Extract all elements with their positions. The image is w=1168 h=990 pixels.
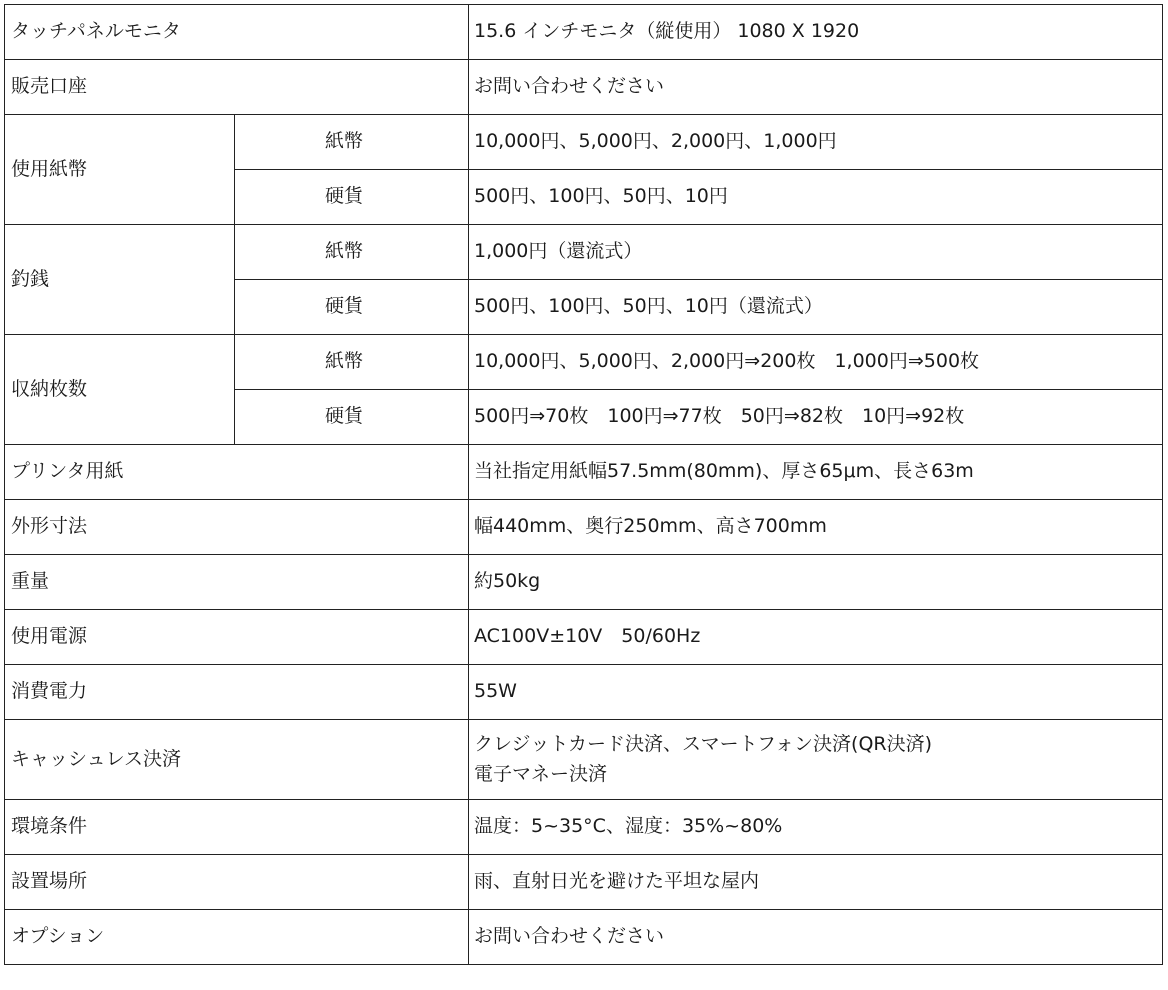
power-supply-value: AC100V±10V 50/60Hz — [469, 610, 1163, 665]
weight-value: 約50kg — [469, 555, 1163, 610]
power-consumption-value: 55W — [469, 665, 1163, 720]
environment-label: 環境条件 — [5, 800, 469, 855]
table-row — [5, 500, 1163, 555]
installation-value: 雨、直射日光を避けた平坦な屋内 — [469, 855, 1163, 910]
usable-bill-label: 紙幣 — [235, 115, 469, 170]
touch-panel-label: タッチパネルモニタ — [5, 5, 469, 60]
power-consumption-label: 消費電力 — [5, 665, 469, 720]
printer-paper-label: プリンタ用紙 — [5, 445, 469, 500]
table-row — [5, 225, 1163, 280]
table-row — [5, 445, 1163, 500]
usable-bill-value: 10,000円、5,000円、2,000円、1,000円 — [469, 115, 1163, 170]
cashless-label: キャッシュレス決済 — [5, 720, 469, 800]
table-row — [5, 855, 1163, 910]
table-row — [5, 115, 1163, 170]
usable-coin-value: 500円、100円、50円、10円 — [469, 170, 1163, 225]
dimensions-label: 外形寸法 — [5, 500, 469, 555]
usable-coin-label: 硬貨 — [235, 170, 469, 225]
table-row — [5, 60, 1163, 115]
sales-account-value: お問い合わせください — [469, 60, 1163, 115]
change-bill-label: 紙幣 — [235, 225, 469, 280]
weight-label: 重量 — [5, 555, 469, 610]
change-bill-value: 1,000円（還流式） — [469, 225, 1163, 280]
table-row — [5, 720, 1163, 800]
options-value: お問い合わせください — [469, 910, 1163, 965]
options-label: オプション — [5, 910, 469, 965]
table-row — [5, 910, 1163, 965]
table-row — [5, 610, 1163, 665]
power-supply-label: 使用電源 — [5, 610, 469, 665]
capacity-label: 収納枚数 — [5, 335, 235, 445]
change-coin-value: 500円、100円、50円、10円（還流式） — [469, 280, 1163, 335]
change-label: 釣銭 — [5, 225, 235, 335]
capacity-bill-value: 10,000円、5,000円、2,000円⇒200枚 1,000円⇒500枚 — [469, 335, 1163, 390]
cashless-value-line-2: 電子マネー決済 — [474, 762, 608, 785]
cashless-value-line-1: クレジットカード決済、スマートフォン決済(QR決済) — [474, 733, 933, 756]
sales-account-label: 販売口座 — [5, 60, 469, 115]
cashless-value — [469, 720, 1163, 800]
touch-panel-value: 15.6 インチモニタ（縦使用） 1080 X 1920 — [469, 5, 1163, 60]
table-row — [5, 800, 1163, 855]
spec-table — [4, 4, 1163, 965]
table-row — [5, 665, 1163, 720]
dimensions-value: 幅440mm、奥行250mm、高さ700mm — [469, 500, 1163, 555]
table-row — [5, 555, 1163, 610]
installation-label: 設置場所 — [5, 855, 469, 910]
capacity-coin-label: 硬貨 — [235, 390, 469, 445]
environment-value: 温度：5~35°C、湿度：35%~80% — [469, 800, 1163, 855]
table-row — [5, 335, 1163, 390]
capacity-coin-value: 500円⇒70枚 100円⇒77枚 50円⇒82枚 10円⇒92枚 — [469, 390, 1163, 445]
table-row — [5, 5, 1163, 60]
printer-paper-value: 当社指定用紙幅57.5mm(80mm)、厚さ65μm、長さ63m — [469, 445, 1163, 500]
capacity-bill-label: 紙幣 — [235, 335, 469, 390]
change-coin-label: 硬貨 — [235, 280, 469, 335]
usable-currency-label: 使用紙幣 — [5, 115, 235, 225]
